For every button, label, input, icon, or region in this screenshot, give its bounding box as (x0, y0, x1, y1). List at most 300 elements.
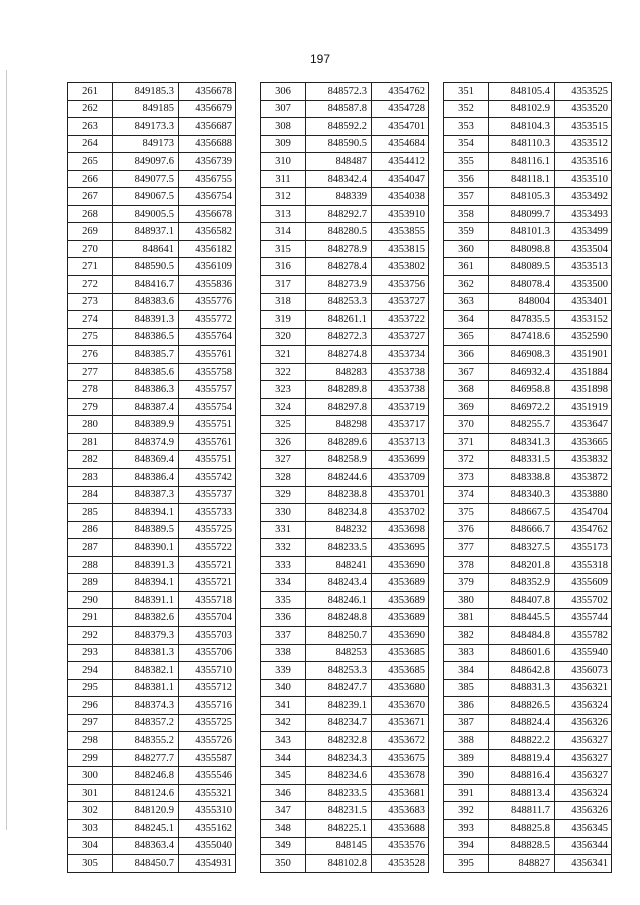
x-coordinate-cell: 848450.7 (113, 855, 179, 873)
table-row (68, 416, 236, 434)
point-number-cell: 347 (261, 802, 306, 820)
y-coordinate-cell: 4353699 (372, 451, 429, 469)
point-number-cell: 375 (444, 504, 489, 522)
point-number-cell: 262 (68, 100, 113, 118)
x-coordinate-cell: 848666.7 (489, 521, 555, 539)
x-coordinate-cell: 848382.1 (113, 662, 179, 680)
point-number-cell: 387 (444, 714, 489, 732)
point-number-cell: 284 (68, 486, 113, 504)
x-coordinate-cell: 848601.6 (489, 644, 555, 662)
y-coordinate-cell: 4356327 (555, 732, 612, 750)
table-row (261, 135, 429, 153)
table-row (68, 223, 236, 241)
y-coordinate-cell: 4354684 (372, 135, 429, 153)
y-coordinate-cell: 4353702 (372, 504, 429, 522)
table-row (68, 276, 236, 294)
table-row (68, 240, 236, 258)
point-number-cell: 351 (444, 83, 489, 101)
x-coordinate-cell: 848258.9 (306, 451, 372, 469)
table-row (444, 767, 612, 785)
y-coordinate-cell: 4354762 (372, 83, 429, 101)
y-coordinate-cell: 4355721 (179, 556, 236, 574)
point-number-cell: 318 (261, 293, 306, 311)
y-coordinate-cell: 4353689 (372, 609, 429, 627)
x-coordinate-cell: 848272.3 (306, 328, 372, 346)
point-number-cell: 273 (68, 293, 113, 311)
point-number-cell: 350 (261, 855, 306, 873)
x-coordinate-cell: 848327.5 (489, 539, 555, 557)
point-number-cell: 299 (68, 749, 113, 767)
point-number-cell: 282 (68, 451, 113, 469)
point-number-cell: 283 (68, 469, 113, 487)
y-coordinate-cell: 4351919 (555, 398, 612, 416)
x-coordinate-cell: 848592.2 (306, 118, 372, 136)
x-coordinate-cell: 848248.8 (306, 609, 372, 627)
x-coordinate-cell: 848385.6 (113, 363, 179, 381)
x-coordinate-cell: 848246.8 (113, 767, 179, 785)
point-number-cell: 303 (68, 819, 113, 837)
y-coordinate-cell: 4351901 (555, 346, 612, 364)
table-row (68, 469, 236, 487)
point-number-cell: 322 (261, 363, 306, 381)
y-coordinate-cell: 4353528 (372, 855, 429, 873)
x-coordinate-cell: 848572.3 (306, 83, 372, 101)
x-coordinate-cell: 848234.7 (306, 714, 372, 732)
point-number-cell: 343 (261, 732, 306, 750)
table-row (68, 100, 236, 118)
x-coordinate-cell: 848280.5 (306, 223, 372, 241)
table-row (444, 100, 612, 118)
y-coordinate-cell: 4356327 (555, 767, 612, 785)
y-coordinate-cell: 4351898 (555, 381, 612, 399)
point-number-cell: 292 (68, 626, 113, 644)
point-number-cell: 307 (261, 100, 306, 118)
point-number-cell: 326 (261, 433, 306, 451)
table-row (261, 591, 429, 609)
point-number-cell: 358 (444, 205, 489, 223)
y-coordinate-cell: 4353576 (372, 837, 429, 855)
y-coordinate-cell: 4355587 (179, 749, 236, 767)
y-coordinate-cell: 4355716 (179, 697, 236, 715)
point-number-cell: 300 (68, 767, 113, 785)
x-coordinate-cell: 848331.5 (489, 451, 555, 469)
point-number-cell: 395 (444, 855, 489, 873)
point-number-cell: 384 (444, 662, 489, 680)
y-coordinate-cell: 4355725 (179, 714, 236, 732)
point-number-cell: 301 (68, 784, 113, 802)
x-coordinate-cell: 848831.3 (489, 679, 555, 697)
point-number-cell: 360 (444, 240, 489, 258)
table-row (68, 767, 236, 785)
x-coordinate-cell: 848241 (306, 556, 372, 574)
y-coordinate-cell: 4355321 (179, 784, 236, 802)
point-number-cell: 388 (444, 732, 489, 750)
x-coordinate-cell: 848116.1 (489, 153, 555, 171)
x-coordinate-cell: 848825.8 (489, 819, 555, 837)
x-coordinate-cell: 848394.1 (113, 574, 179, 592)
table-row (444, 363, 612, 381)
point-number-cell: 315 (261, 240, 306, 258)
point-number-cell: 309 (261, 135, 306, 153)
x-coordinate-cell: 848250.7 (306, 626, 372, 644)
x-coordinate-cell: 848105.3 (489, 188, 555, 206)
point-number-cell: 281 (68, 433, 113, 451)
table-row (261, 486, 429, 504)
point-number-cell: 365 (444, 328, 489, 346)
y-coordinate-cell: 4353525 (555, 83, 612, 101)
table-row (261, 153, 429, 171)
y-coordinate-cell: 4353688 (372, 819, 429, 837)
point-number-cell: 280 (68, 416, 113, 434)
y-coordinate-cell: 4355726 (179, 732, 236, 750)
table-row (444, 679, 612, 697)
table-row (444, 398, 612, 416)
x-coordinate-cell: 848289.8 (306, 381, 372, 399)
x-coordinate-cell: 846932.4 (489, 363, 555, 381)
y-coordinate-cell: 4355712 (179, 679, 236, 697)
y-coordinate-cell: 4356326 (555, 714, 612, 732)
y-coordinate-cell: 4355744 (555, 609, 612, 627)
table-row (68, 258, 236, 276)
table-row (444, 258, 612, 276)
point-number-cell: 344 (261, 749, 306, 767)
point-number-cell: 390 (444, 767, 489, 785)
y-coordinate-cell: 4353709 (372, 469, 429, 487)
y-coordinate-cell: 4353738 (372, 381, 429, 399)
x-coordinate-cell: 848118.1 (489, 170, 555, 188)
y-coordinate-cell: 4356073 (555, 662, 612, 680)
point-number-cell: 297 (68, 714, 113, 732)
point-number-cell: 325 (261, 416, 306, 434)
x-coordinate-cell: 849005.5 (113, 205, 179, 223)
table-row (444, 381, 612, 399)
point-number-cell: 366 (444, 346, 489, 364)
point-number-cell: 329 (261, 486, 306, 504)
y-coordinate-cell: 4354728 (372, 100, 429, 118)
y-coordinate-cell: 4355776 (179, 293, 236, 311)
y-coordinate-cell: 4353665 (555, 433, 612, 451)
point-number-cell: 378 (444, 556, 489, 574)
x-coordinate-cell: 848298 (306, 416, 372, 434)
table-row (444, 293, 612, 311)
y-coordinate-cell: 4355721 (179, 574, 236, 592)
point-number-cell: 279 (68, 398, 113, 416)
y-coordinate-cell: 4356687 (179, 118, 236, 136)
point-number-cell: 379 (444, 574, 489, 592)
table-row (68, 346, 236, 364)
x-coordinate-cell: 847835.5 (489, 311, 555, 329)
table-row (444, 644, 612, 662)
x-coordinate-cell: 848381.1 (113, 679, 179, 697)
point-number-cell: 334 (261, 574, 306, 592)
point-number-cell: 348 (261, 819, 306, 837)
x-coordinate-cell: 848102.8 (306, 855, 372, 873)
point-number-cell: 364 (444, 311, 489, 329)
x-coordinate-cell: 848278.4 (306, 258, 372, 276)
table-row (68, 135, 236, 153)
y-coordinate-cell: 4355940 (555, 644, 612, 662)
x-coordinate-cell: 848363.4 (113, 837, 179, 855)
table-row (68, 328, 236, 346)
y-coordinate-cell: 4354762 (555, 521, 612, 539)
x-coordinate-cell: 848341.3 (489, 433, 555, 451)
table-row (68, 170, 236, 188)
table-row (261, 626, 429, 644)
x-coordinate-cell: 848357.2 (113, 714, 179, 732)
x-coordinate-cell: 849067.5 (113, 188, 179, 206)
y-coordinate-cell: 4353738 (372, 363, 429, 381)
x-coordinate-cell: 848099.7 (489, 205, 555, 223)
table-row (261, 714, 429, 732)
table-row (261, 398, 429, 416)
y-coordinate-cell: 4353500 (555, 276, 612, 294)
table-row (444, 170, 612, 188)
y-coordinate-cell: 4353690 (372, 626, 429, 644)
x-coordinate-cell: 848374.3 (113, 697, 179, 715)
point-number-cell: 275 (68, 328, 113, 346)
x-coordinate-cell: 848104.3 (489, 118, 555, 136)
table-row (68, 697, 236, 715)
point-number-cell: 392 (444, 802, 489, 820)
table-row (261, 451, 429, 469)
table-row (68, 609, 236, 627)
x-coordinate-cell: 848822.2 (489, 732, 555, 750)
point-number-cell: 270 (68, 240, 113, 258)
table-row (444, 135, 612, 153)
point-number-cell: 267 (68, 188, 113, 206)
point-number-cell: 352 (444, 100, 489, 118)
y-coordinate-cell: 4353675 (372, 749, 429, 767)
y-coordinate-cell: 4355836 (179, 276, 236, 294)
point-number-cell: 355 (444, 153, 489, 171)
point-number-cell: 331 (261, 521, 306, 539)
x-coordinate-cell: 849173 (113, 135, 179, 153)
x-coordinate-cell: 848233.5 (306, 784, 372, 802)
y-coordinate-cell: 4356344 (555, 837, 612, 855)
point-number-cell: 324 (261, 398, 306, 416)
table-row (261, 539, 429, 557)
y-coordinate-cell: 4353513 (555, 258, 612, 276)
point-number-cell: 382 (444, 626, 489, 644)
point-number-cell: 289 (68, 574, 113, 592)
table-row (444, 837, 612, 855)
table-row (261, 802, 429, 820)
point-number-cell: 377 (444, 539, 489, 557)
x-coordinate-cell: 848124.6 (113, 784, 179, 802)
x-coordinate-cell: 848098.8 (489, 240, 555, 258)
y-coordinate-cell: 4356754 (179, 188, 236, 206)
point-number-cell: 263 (68, 118, 113, 136)
x-coordinate-cell: 848383.6 (113, 293, 179, 311)
y-coordinate-cell: 4356739 (179, 153, 236, 171)
x-coordinate-cell: 848234.8 (306, 504, 372, 522)
y-coordinate-cell: 4354047 (372, 170, 429, 188)
table-row (444, 188, 612, 206)
y-coordinate-cell: 4353910 (372, 205, 429, 223)
y-coordinate-cell: 4356182 (179, 240, 236, 258)
table-row (444, 662, 612, 680)
x-coordinate-cell: 848225.1 (306, 819, 372, 837)
x-coordinate-cell: 848342.4 (306, 170, 372, 188)
x-coordinate-cell: 848238.8 (306, 486, 372, 504)
x-coordinate-cell: 848386.4 (113, 469, 179, 487)
x-coordinate-cell: 848386.5 (113, 328, 179, 346)
y-coordinate-cell: 4353690 (372, 556, 429, 574)
y-coordinate-cell: 4353510 (555, 170, 612, 188)
y-coordinate-cell: 4353713 (372, 433, 429, 451)
y-coordinate-cell: 4353719 (372, 398, 429, 416)
x-coordinate-cell: 848261.1 (306, 311, 372, 329)
table-row (261, 363, 429, 381)
table-row (444, 626, 612, 644)
point-number-cell: 337 (261, 626, 306, 644)
y-coordinate-cell: 4353872 (555, 469, 612, 487)
table-row (261, 258, 429, 276)
x-coordinate-cell: 848338.8 (489, 469, 555, 487)
point-number-cell: 272 (68, 276, 113, 294)
table-row (444, 153, 612, 171)
x-coordinate-cell: 846908.3 (489, 346, 555, 364)
x-coordinate-cell: 848819.4 (489, 749, 555, 767)
point-number-cell: 359 (444, 223, 489, 241)
x-coordinate-cell: 848387.3 (113, 486, 179, 504)
y-coordinate-cell: 4356678 (179, 83, 236, 101)
x-coordinate-cell: 848255.7 (489, 416, 555, 434)
x-coordinate-cell: 848369.4 (113, 451, 179, 469)
point-number-cell: 277 (68, 363, 113, 381)
x-coordinate-cell: 846958.8 (489, 381, 555, 399)
y-coordinate-cell: 4355761 (179, 346, 236, 364)
point-number-cell: 288 (68, 556, 113, 574)
y-coordinate-cell: 4356327 (555, 749, 612, 767)
table-row (261, 276, 429, 294)
table-row (444, 311, 612, 329)
point-number-cell: 264 (68, 135, 113, 153)
table-row (444, 433, 612, 451)
y-coordinate-cell: 4353685 (372, 662, 429, 680)
y-coordinate-cell: 4353680 (372, 679, 429, 697)
point-number-cell: 394 (444, 837, 489, 855)
point-number-cell: 323 (261, 381, 306, 399)
x-coordinate-cell: 848078.4 (489, 276, 555, 294)
x-coordinate-cell: 848407.8 (489, 591, 555, 609)
point-number-cell: 393 (444, 819, 489, 837)
table-row (261, 644, 429, 662)
y-coordinate-cell: 4356324 (555, 784, 612, 802)
point-number-cell: 268 (68, 205, 113, 223)
x-coordinate-cell: 848374.9 (113, 433, 179, 451)
x-coordinate-cell: 848389.9 (113, 416, 179, 434)
point-number-cell: 285 (68, 504, 113, 522)
page-number: 197 (309, 52, 331, 66)
point-number-cell: 310 (261, 153, 306, 171)
point-number-cell: 389 (444, 749, 489, 767)
y-coordinate-cell: 4355173 (555, 539, 612, 557)
table-row (261, 433, 429, 451)
table-row (261, 697, 429, 715)
y-coordinate-cell: 4353689 (372, 591, 429, 609)
x-coordinate-cell: 848253 (306, 644, 372, 662)
table-row (261, 205, 429, 223)
x-coordinate-cell: 848394.1 (113, 504, 179, 522)
table-row (68, 837, 236, 855)
table-row (444, 819, 612, 837)
table-row (261, 416, 429, 434)
x-coordinate-cell: 848340.3 (489, 486, 555, 504)
table-row (68, 855, 236, 873)
x-coordinate-cell: 848667.5 (489, 504, 555, 522)
x-coordinate-cell: 848386.3 (113, 381, 179, 399)
point-number-cell: 306 (261, 83, 306, 101)
table-row (261, 100, 429, 118)
x-coordinate-cell: 848811.7 (489, 802, 555, 820)
point-number-cell: 316 (261, 258, 306, 276)
point-number-cell: 328 (261, 469, 306, 487)
point-number-cell: 349 (261, 837, 306, 855)
y-coordinate-cell: 4355772 (179, 311, 236, 329)
x-coordinate-cell: 848339 (306, 188, 372, 206)
x-coordinate-cell: 848247.7 (306, 679, 372, 697)
point-number-cell: 305 (68, 855, 113, 873)
x-coordinate-cell: 848101.3 (489, 223, 555, 241)
y-coordinate-cell: 4353717 (372, 416, 429, 434)
y-coordinate-cell: 4355310 (179, 802, 236, 820)
y-coordinate-cell: 4354931 (179, 855, 236, 873)
x-coordinate-cell: 848824.4 (489, 714, 555, 732)
table-row (261, 381, 429, 399)
y-coordinate-cell: 4351884 (555, 363, 612, 381)
point-number-cell: 354 (444, 135, 489, 153)
table-row (444, 855, 612, 873)
point-number-cell: 276 (68, 346, 113, 364)
point-number-cell: 290 (68, 591, 113, 609)
table-row (68, 293, 236, 311)
table-row (444, 591, 612, 609)
x-coordinate-cell: 848828.5 (489, 837, 555, 855)
point-number-cell: 345 (261, 767, 306, 785)
x-coordinate-cell: 848292.7 (306, 205, 372, 223)
table-row (444, 83, 612, 101)
point-number-cell: 338 (261, 644, 306, 662)
x-coordinate-cell: 849097.6 (113, 153, 179, 171)
x-coordinate-cell: 848004 (489, 293, 555, 311)
point-number-cell: 278 (68, 381, 113, 399)
table-row (68, 749, 236, 767)
table-row (68, 644, 236, 662)
y-coordinate-cell: 4355703 (179, 626, 236, 644)
y-coordinate-cell: 4353515 (555, 118, 612, 136)
table-row (68, 451, 236, 469)
y-coordinate-cell: 4355040 (179, 837, 236, 855)
y-coordinate-cell: 4353504 (555, 240, 612, 258)
y-coordinate-cell: 4355764 (179, 328, 236, 346)
table-row (261, 293, 429, 311)
y-coordinate-cell: 4353671 (372, 714, 429, 732)
table-row (68, 802, 236, 820)
x-coordinate-cell: 848355.2 (113, 732, 179, 750)
y-coordinate-cell: 4355757 (179, 381, 236, 399)
y-coordinate-cell: 4353855 (372, 223, 429, 241)
x-coordinate-cell: 848244.6 (306, 469, 372, 487)
point-number-cell: 311 (261, 170, 306, 188)
table-row (68, 486, 236, 504)
x-coordinate-cell: 848297.8 (306, 398, 372, 416)
table-row (444, 205, 612, 223)
table-row (444, 609, 612, 627)
x-coordinate-cell: 847418.6 (489, 328, 555, 346)
x-coordinate-cell: 848233.5 (306, 539, 372, 557)
y-coordinate-cell: 4353727 (372, 328, 429, 346)
